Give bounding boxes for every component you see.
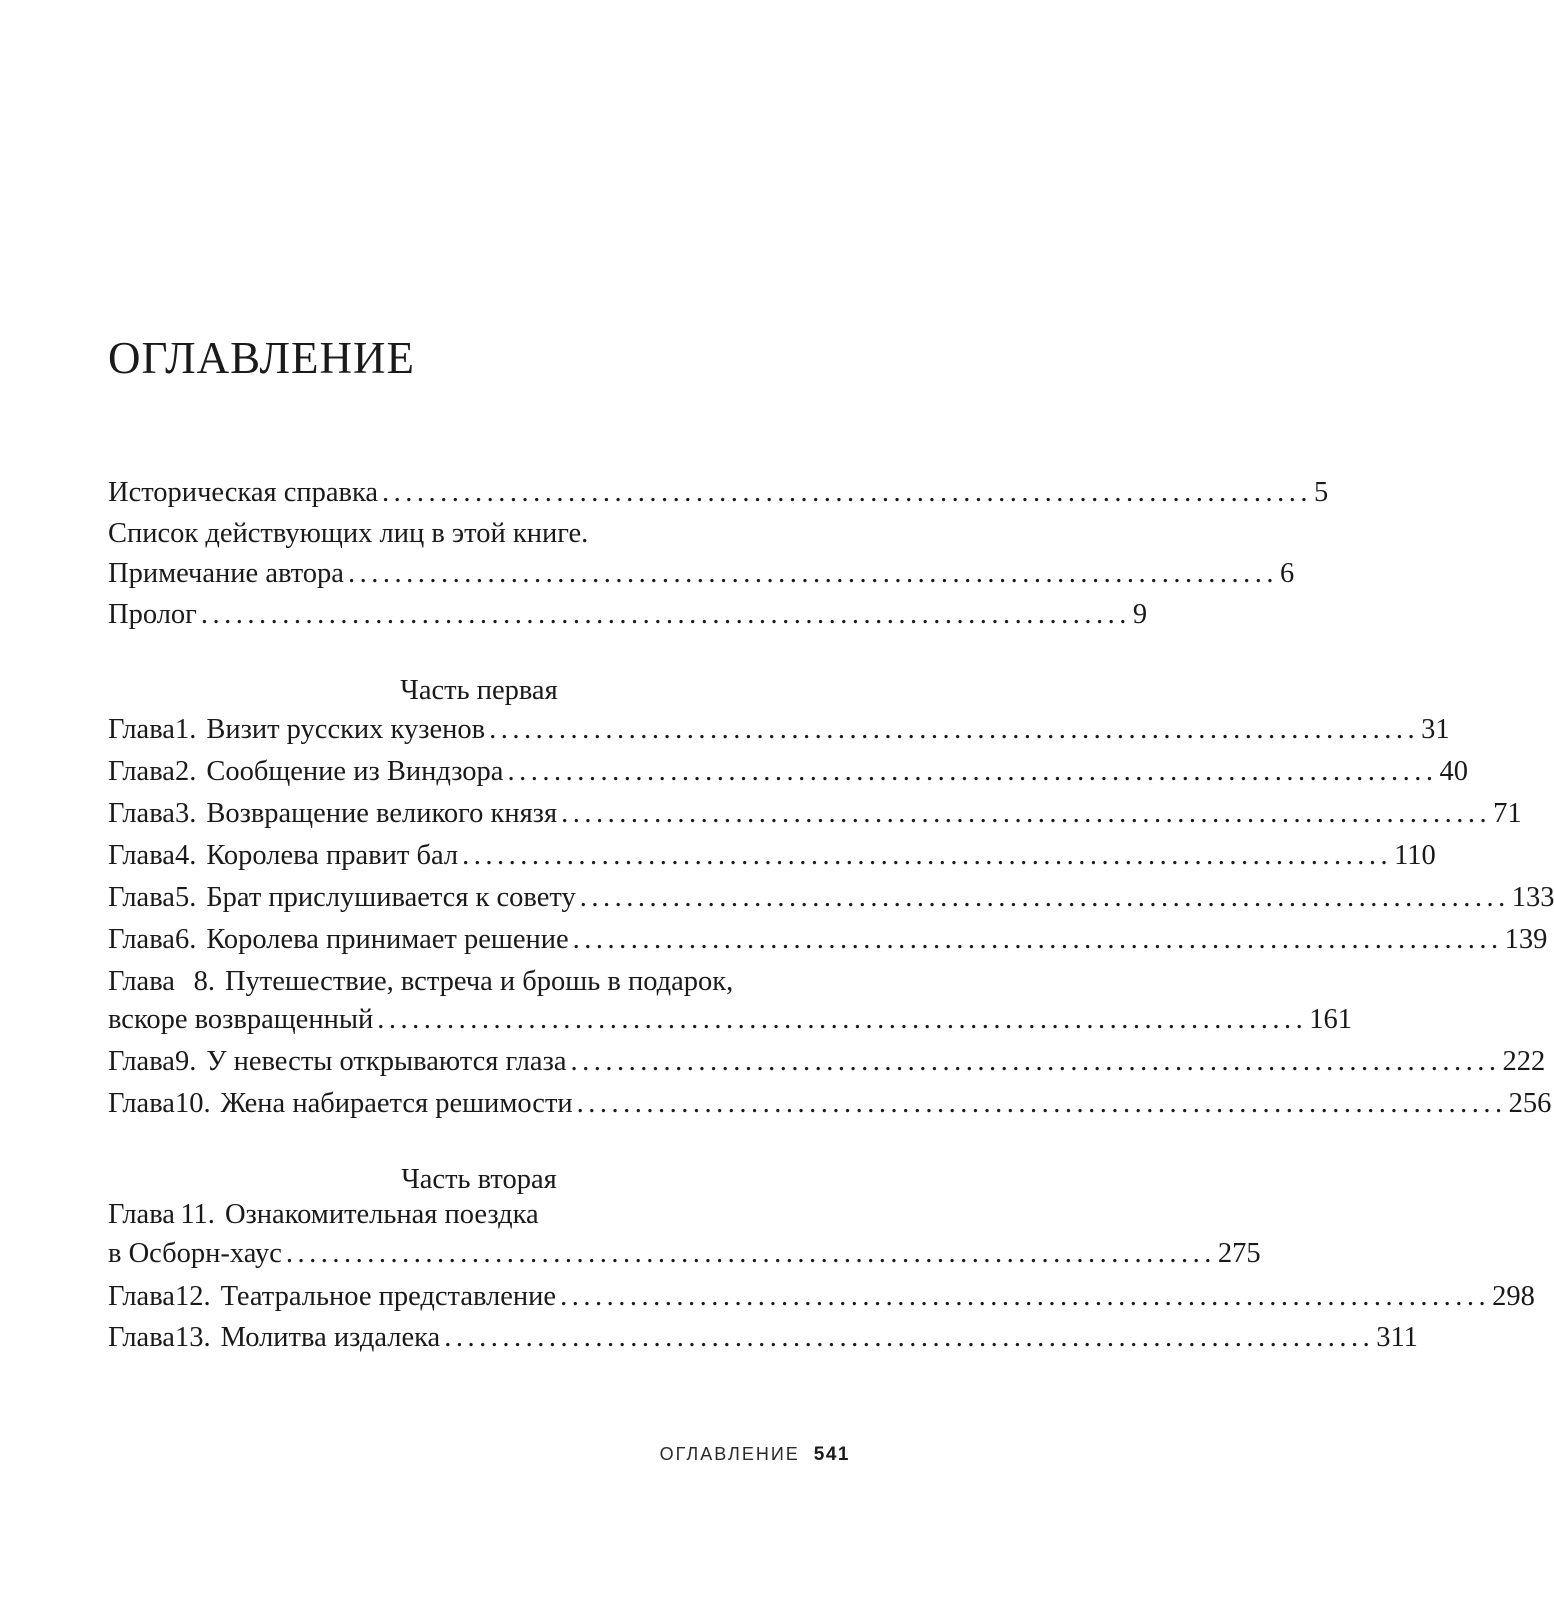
- toc-entry-title: Пролог: [108, 599, 197, 630]
- chapter-number: 3.: [174, 798, 197, 829]
- chapter-title: Жена набирается решимости: [220, 1088, 573, 1119]
- chapter-prefix: Глава: [108, 966, 175, 997]
- chapter-number: 8.: [193, 966, 215, 997]
- toc-chapter-entry[interactable]: [108, 1086, 1552, 1122]
- chapter-title: Королева принимает решение: [206, 924, 569, 955]
- toc-chapter-entry[interactable]: [108, 1279, 1535, 1315]
- toc-chapter-entry[interactable]: [108, 712, 1450, 748]
- toc-entry-title: Историческая справка: [108, 477, 379, 508]
- chapter-prefix: Глава: [108, 1046, 175, 1077]
- chapter-title: Театральное представление: [220, 1281, 557, 1312]
- toc-chapter-entry[interactable]: [108, 964, 850, 1000]
- leader-dots: ................................................................................: [377, 1004, 1308, 1035]
- chapter-title: Возвращение великого князя: [206, 798, 558, 829]
- chapter-title: У невесты открываются глаза: [206, 1046, 567, 1077]
- leader-dots: ................................................................................: [561, 798, 1492, 829]
- chapter-number: 5.: [174, 882, 197, 913]
- chapter-number: 12.: [174, 1281, 211, 1312]
- leader-dots: ................................................................................: [489, 714, 1420, 745]
- toc-chapter-continuation[interactable]: [108, 1236, 1261, 1272]
- chapter-prefix: Глава: [108, 756, 175, 787]
- chapter-number: 6.: [174, 924, 197, 955]
- toc-entry-page: 311: [1376, 1322, 1418, 1353]
- toc-chapter-entry[interactable]: [108, 922, 1548, 958]
- leader-dots: ................................................................................: [200, 599, 1131, 630]
- toc-chapter-entry[interactable]: [108, 1320, 1418, 1356]
- page-number: 541: [813, 1444, 850, 1465]
- toc-chapter-entry[interactable]: [108, 796, 1522, 832]
- toc-chapter-entry[interactable]: [108, 838, 1436, 874]
- chapter-title: Путешествие, встреча и брошь в подарок,: [224, 966, 734, 997]
- toc-entry-page: 133: [1511, 882, 1554, 913]
- toc-entry-page: 9: [1132, 599, 1148, 630]
- page-footer: [600, 1444, 850, 1466]
- chapter-prefix: Глава: [108, 1281, 175, 1312]
- leader-dots: ................................................................................: [579, 882, 1510, 913]
- chapter-number: 13.: [174, 1322, 211, 1353]
- chapter-title: Сообщение из Виндзора: [206, 756, 504, 787]
- toc-entry[interactable]: [108, 556, 1295, 592]
- leader-dots: ................................................................................: [347, 558, 1278, 589]
- leader-dots: ................................................................................: [444, 1322, 1375, 1353]
- chapter-title-continuation: вскоре возвращенный: [108, 1004, 374, 1035]
- toc-entry[interactable]: [108, 597, 1148, 633]
- chapter-title: Визит русских кузенов: [206, 714, 486, 745]
- chapter-prefix: Глава: [108, 840, 175, 871]
- part-heading: Часть первая: [400, 675, 558, 706]
- chapter-prefix: Глава: [108, 714, 175, 745]
- chapter-prefix: Глава: [108, 924, 175, 955]
- toc-entry-page: 256: [1508, 1088, 1552, 1119]
- toc-entry[interactable]: [108, 475, 1329, 511]
- toc-chapter-entry[interactable]: [108, 754, 1468, 790]
- part-heading: Часть вторая: [401, 1164, 557, 1195]
- chapter-title-continuation: в Осборн-хаус: [108, 1238, 282, 1269]
- toc-entry-page: 110: [1394, 840, 1436, 871]
- toc-entry-page: 71: [1493, 798, 1522, 829]
- toc-chapter-entry[interactable]: [108, 1197, 850, 1233]
- chapter-number: 9.: [174, 1046, 197, 1077]
- leader-dots: ................................................................................: [560, 1281, 1491, 1312]
- leader-dots: ................................................................................: [507, 756, 1438, 787]
- toc-entry-page: 40: [1439, 756, 1468, 787]
- chapter-number: 10.: [174, 1088, 211, 1119]
- toc-entry-page: 5: [1314, 477, 1329, 508]
- chapter-prefix: Глава: [108, 1322, 175, 1353]
- chapter-prefix: Глава: [108, 1199, 175, 1230]
- toc-entry-title: Список действующих лиц в этой книге.: [108, 518, 589, 549]
- toc-entry-page: 161: [1309, 1004, 1352, 1035]
- chapter-prefix: Глава: [108, 798, 175, 829]
- toc-entry-page: 139: [1504, 924, 1548, 955]
- toc-entry: [108, 516, 850, 552]
- running-head: ОГЛАВЛЕНИЕ: [659, 1444, 800, 1464]
- toc-chapter-entry[interactable]: [108, 1044, 1546, 1080]
- chapter-title: Ознакомительная поездка: [224, 1199, 539, 1230]
- chapter-prefix: Глава: [108, 882, 175, 913]
- toc-chapter-continuation[interactable]: [108, 1002, 1352, 1038]
- toc-entry-page: 31: [1421, 714, 1450, 745]
- page-title: ОГЛАВЛЕНИЕ: [108, 333, 415, 383]
- leader-dots: ................................................................................: [570, 1046, 1501, 1077]
- toc-entry-title: Примечание автора: [108, 558, 344, 589]
- leader-dots: ................................................................................: [462, 840, 1393, 871]
- chapter-title: Брат прислушивается к совету: [206, 882, 576, 913]
- toc-entry-page: 298: [1492, 1281, 1535, 1312]
- chapter-title: Молитва издалека: [220, 1322, 441, 1353]
- chapter-number: 11.: [180, 1199, 215, 1230]
- leader-dots: ................................................................................: [572, 924, 1503, 955]
- chapter-number: 4.: [174, 840, 197, 871]
- leader-dots: ................................................................................: [382, 477, 1313, 508]
- toc-entry-page: 275: [1217, 1238, 1261, 1269]
- toc-entry-page: 6: [1279, 558, 1295, 589]
- chapter-prefix: Глава: [108, 1088, 175, 1119]
- chapter-title: Королева правит бал: [206, 840, 459, 871]
- chapter-number: 1.: [174, 714, 197, 745]
- leader-dots: ................................................................................: [576, 1088, 1507, 1119]
- toc-entry-page: 222: [1502, 1046, 1546, 1077]
- toc-chapter-entry[interactable]: [108, 880, 1554, 916]
- leader-dots: ................................................................................: [285, 1238, 1216, 1269]
- chapter-number: 2.: [174, 756, 197, 787]
